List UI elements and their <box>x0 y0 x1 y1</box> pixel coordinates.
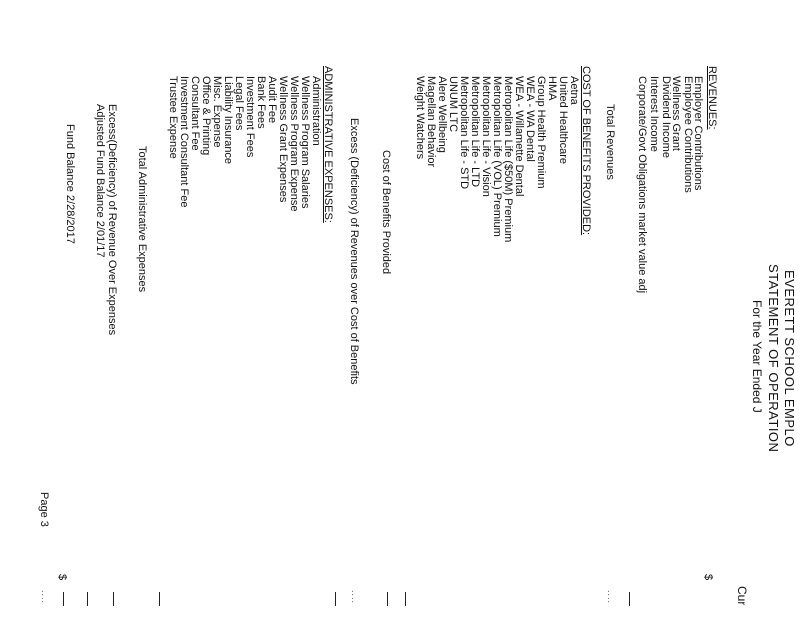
benefit-line: Metropolitan Life - LTD <box>469 76 481 188</box>
statement-title: STATEMENT OF OPERATION <box>766 264 781 453</box>
revenue-line: Wellness Grant <box>670 76 682 151</box>
total-rule <box>113 592 114 606</box>
column-header: Cur <box>735 586 749 606</box>
org-title: EVERETT SCHOOL EMPLO <box>782 270 797 447</box>
admin-line: Wellness Program Salaries <box>299 76 311 209</box>
total-rule <box>405 592 406 606</box>
admin-line: Liability Insurance <box>222 76 234 165</box>
benefits-total-label: Cost of Benefits Provided <box>380 150 392 275</box>
admin-line: Misc. Expense <box>211 76 223 148</box>
total-rule <box>159 592 160 606</box>
benefits-excess-label: Excess (Deficiency) of Revenues over Cost of Benefits <box>348 118 360 385</box>
revenue-line: Employer Contributions <box>692 76 704 191</box>
total-rule <box>387 592 388 606</box>
benefits-heading: COST OF BENEFITS PROVIDED: <box>580 66 592 236</box>
leader-dots: .... <box>40 590 50 605</box>
revenue-line: Interest Income <box>648 76 660 152</box>
benefit-line: WEA - Willamette Dental <box>513 76 525 197</box>
benefit-line: Metropolitan Life - Vision <box>480 76 492 197</box>
total-rule <box>87 592 88 606</box>
admin-line: Office & Printing <box>200 76 212 156</box>
benefit-line: Metropolitan Life (VOL) Premium <box>491 76 503 237</box>
benefit-line: Weight Watchers <box>414 76 426 160</box>
leader-dots: .... <box>606 590 616 605</box>
benefit-line: Metropolitan Life - STD <box>458 76 470 190</box>
admin-total-label: Total Administrative Expenses <box>136 146 148 293</box>
admin-line: Audit Fee <box>266 76 278 124</box>
revenue-line: Employee Contributions <box>682 76 694 193</box>
total-rule <box>63 592 64 606</box>
benefit-line: WEA - WA Dental <box>524 76 536 162</box>
admin-line: Investment Consultant Fee <box>178 76 190 208</box>
admin-line: Consultant Fee <box>189 76 201 151</box>
adjusted-balance-label: Adjusted Fund Balance 2/01/17 <box>94 104 106 258</box>
benefit-line: United Healthcare <box>557 76 569 165</box>
period-title: For the Year Ended J <box>750 300 764 413</box>
admin-line: Trustee Expense <box>167 76 179 159</box>
currency-symbol: $ <box>702 574 714 581</box>
total-rule <box>335 592 336 606</box>
benefit-line: Metropolitan Life ($50M) Premium <box>502 76 514 243</box>
revenue-line: Corporate/Govt Obligations market value adj <box>636 76 648 294</box>
admin-line: Wellness Grant Expenses <box>277 76 289 203</box>
admin-line: Wellness Program Expense <box>288 76 300 212</box>
revenues-heading: REVENUES: <box>706 66 718 130</box>
admin-line: Administration <box>310 76 322 146</box>
fund-balance-label: Fund Balance 2/28/2017 <box>64 124 76 244</box>
admin-line: Legal Fees <box>233 76 245 131</box>
benefit-line: Alere Wellbeing <box>436 76 448 153</box>
summary-excess-label: Excess(Deficiency) of Revenue Over Expenses <box>106 104 118 336</box>
leader-dots: .... <box>350 590 360 605</box>
benefit-line: HMA <box>546 76 558 101</box>
currency-symbol: $ <box>56 574 68 581</box>
revenue-line: Dividend Income <box>660 76 672 158</box>
page-number: Page 3 <box>38 492 50 527</box>
admin-line: Bank Fees <box>255 76 267 129</box>
benefit-line: Magellan Behavior <box>425 76 437 168</box>
benefit-line: Group Health Premium <box>535 76 547 189</box>
admin-line: Investment Fees <box>244 76 256 158</box>
revenues-total-label: Total Revenues <box>604 104 616 180</box>
benefit-line: UNUM LTC <box>447 76 459 133</box>
total-rule <box>629 592 630 606</box>
benefit-line: Aetna <box>568 76 580 105</box>
admin-heading: ADMINISTRATIVE EXPENSES: <box>322 66 334 223</box>
